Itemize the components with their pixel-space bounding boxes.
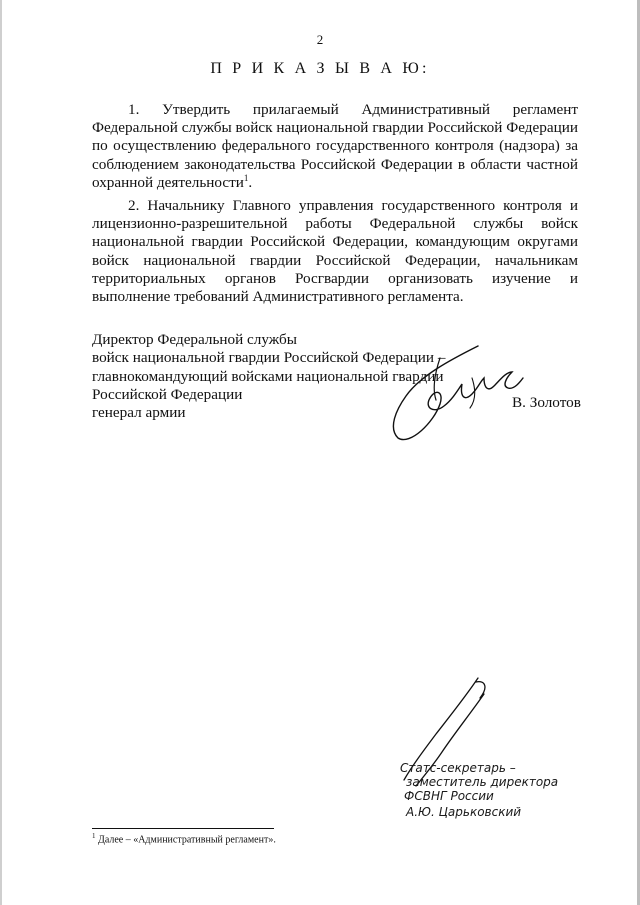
signatory-line: Российской Федерации xyxy=(92,385,243,403)
signatory-line: генерал армии xyxy=(92,404,186,422)
signatory-line: Директор Федеральной службы xyxy=(92,331,297,348)
footnote-reference: 1 xyxy=(243,172,249,183)
footnote-separator xyxy=(92,828,274,829)
footnote xyxy=(92,832,276,845)
order-item-2: 2. Начальнику Главного управления государственного контроля и лицензионно-разрешительной работы Федеральной службы войск национальной гвардии Российской Федерации, командующим округами войск национальной гвардии Российской Федерации, начальникам территориальных органов Росгвардии организовать изучение и выполнение требований Административного регламента. xyxy=(92,197,578,306)
handwritten-note-line: А.Ю. Царьковский xyxy=(406,805,522,819)
signatory-line: главнокомандующий войсками национальной гвардии xyxy=(92,367,444,385)
order-item-1-text: 1. Утвердить прилагаемый Административный регламент Федеральной службы войск национальной гвардии Российской Федерации по осуществлению федерального государственного контроля (надзора) за соблюдением законодательства Российской Федерации в области частной охранной деятельности xyxy=(92,101,578,191)
footnote-mark: 1 xyxy=(92,832,96,840)
approval-signature-and-note xyxy=(376,676,626,836)
handwritten-note-line: Статс-секретарь – xyxy=(400,761,516,775)
handwritten-note-line: заместитель директора xyxy=(406,775,559,789)
order-item-1 xyxy=(92,101,578,192)
footnote-text: Далее – «Административный регламент». xyxy=(98,834,276,846)
signatory-line: войск национальной гвардии Российской Федерации – xyxy=(92,349,446,367)
order-item-1-end: . xyxy=(248,173,253,191)
director-signature xyxy=(380,338,525,448)
signatory-name: В. Золотов xyxy=(512,394,581,411)
handwritten-note-line: ФСВНГ России xyxy=(404,789,494,803)
scan-edge-left xyxy=(0,0,2,905)
page-number: 2 xyxy=(316,32,324,47)
order-heading: П Р И К А З Ы В А Ю: xyxy=(210,60,430,77)
